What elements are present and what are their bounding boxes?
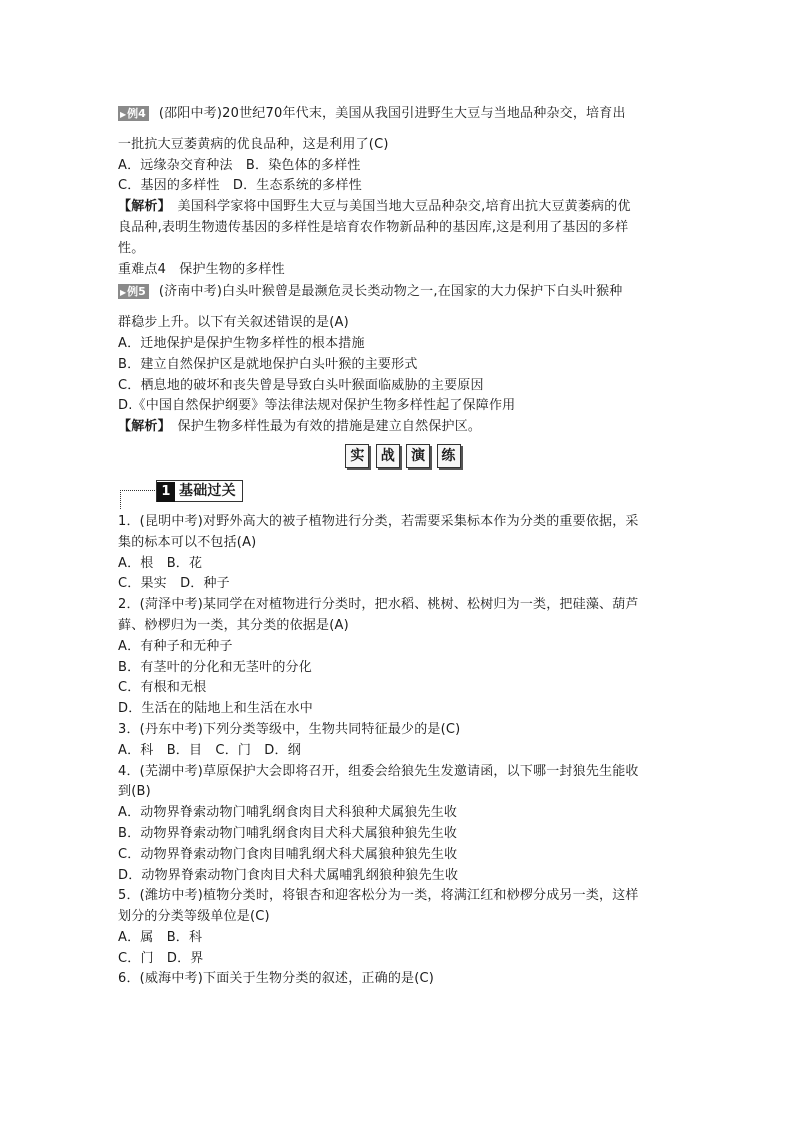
question-option: C．动物界脊索动物门食肉目哺乳纲犬科犬属狼种狼先生收: [118, 846, 458, 862]
question-stem: 划分的分类等级单位是(C): [118, 909, 270, 925]
example-4-analysis-1: [118, 197, 688, 218]
example-4-analysis-2: 良品种,表明生物遗传基因的多样性是培育农作物新品种的基因库,这是利用了基因的多样: [118, 219, 629, 235]
dotted-bracket: [120, 490, 157, 509]
example-4-analysis-text-1: 美国科学家将中国野生大豆与美国当地大豆品种杂交,培育出抗大豆黄萎病的优: [164, 199, 631, 215]
question-option: D．生活在的陆地上和生活在水中: [118, 701, 314, 717]
question-stem: 藓、桫椤归为一类，其分类的依据是(A): [118, 617, 349, 633]
question-stem: 1．(昆明中考)对野外高大的被子植物进行分类，若需要采集标本作为分类的重要依据，采: [118, 513, 639, 529]
question-stem: 2．(菏泽中考)某同学在对植物进行分类时，把水稻、桃树、松树归为一类，把硅藻、葫芦: [118, 597, 639, 613]
example-4-analysis-3: 性。: [118, 240, 145, 256]
practice-title-char: 演: [406, 444, 430, 468]
question-option: C．有根和无根: [118, 680, 207, 696]
section-label: 基础过关: [179, 482, 236, 499]
question-option: A．有种子和无种子: [118, 638, 233, 654]
example-5-stem-1: (济南中考)白头叶猴曾是最濒危灵长类动物之一,在国家的大力保护下白头叶猴种: [158, 284, 623, 300]
example-5-option-a: A．迁地保护是保护生物多样性的根本措施: [118, 335, 365, 351]
play-icon: ▶: [120, 110, 127, 119]
question-1: [118, 512, 688, 595]
example-5-badge: [118, 284, 149, 299]
section-label-box: [156, 480, 243, 502]
example-4-options-ab: A．远缘杂交育种法 B．染色体的多样性: [118, 157, 361, 173]
key-point-heading: 重难点4 保护生物的多样性: [118, 261, 285, 277]
example-4-options-cd: C．基因的多样性 D．生态系统的多样性: [118, 178, 362, 194]
question-option: C．果实 D．种子: [118, 576, 230, 592]
practice-title-char: 实: [345, 444, 369, 468]
question-4: [118, 762, 688, 887]
question-option: A．属 B．科: [118, 929, 203, 945]
question-stem: 4．(芜湖中考)草原保护大会即将召开，组委会给狼先生发邀请函，以下哪一封狼先生能收: [118, 763, 639, 779]
example-4-stem-1: (邵阳中考)20世纪70年代末，美国从我国引进野生大豆与当地品种杂交，培育出: [158, 106, 626, 121]
question-option: D．动物界脊索动物门食肉目犬科犬属哺乳纲狼种狼先生收: [118, 867, 459, 883]
example-4-line-1: [118, 104, 688, 125]
question-2: [118, 595, 688, 720]
analysis-label: 【解析】: [118, 419, 165, 435]
example-5-option-c: C．栖息地的破坏和丧失曾是导致白头叶猴面临威胁的主要原因: [118, 377, 484, 393]
play-icon: ▶: [120, 288, 127, 298]
example-5-analysis-text: 保护生物多样性最为有效的措施是建立自然保护区。: [164, 419, 482, 435]
example-5-option-b: B．建立自然保护区是就地保护白头叶猴的主要形式: [118, 356, 418, 372]
example-4-badge-label: 例4: [127, 107, 146, 120]
analysis-label: 【解析】: [118, 199, 165, 215]
practice-title-char: 战: [376, 444, 400, 468]
question-option: A．根 B．花: [118, 555, 203, 571]
question-option: A．科 B．目 C．门 D．纲: [118, 742, 301, 758]
question-stem: 集的标本可以不包括(A): [118, 534, 257, 550]
question-option: B．有茎叶的分化和无茎叶的分化: [118, 659, 312, 675]
question-option: A．动物界脊索动物门哺乳纲食肉目犬科狼种犬属狼先生收: [118, 805, 458, 821]
question-stem: 5．(潍坊中考)植物分类时，将银杏和迎客松分为一类，将满江红和桫椤分成另一类，这样: [118, 888, 639, 904]
document-page: [118, 104, 688, 990]
section-number: 1: [157, 482, 175, 502]
question-stem: 6．(威海中考)下面关于生物分类的叙述，正确的是(C): [118, 971, 435, 987]
example-5-line-1: [118, 282, 688, 303]
question-stem: 3．(丹东中考)下列分类等级中，生物共同特征最少的是(C): [118, 721, 461, 737]
question-option: B．动物界脊索动物门哺乳纲食肉目犬科犬属狼种狼先生收: [118, 825, 458, 841]
question-5: [118, 886, 688, 969]
section-header: [118, 480, 688, 506]
example-5-badge-label: 例5: [127, 285, 146, 299]
question-option: C．门 D．界: [118, 950, 204, 966]
example-4-badge: [118, 106, 149, 121]
practice-title-char: 练: [437, 444, 461, 468]
practice-title: [118, 444, 688, 468]
question-stem: 到(B): [118, 784, 151, 800]
example-4-stem-2: 一批抗大豆萎黄病的优良品种，这是利用了(C): [118, 136, 389, 152]
example-5-option-d: D.《中国自然保护纲要》等法律法规对保护生物多样性起了保障作用: [118, 398, 516, 414]
example-5-analysis: [118, 417, 688, 438]
question-3: [118, 720, 688, 762]
example-5-stem-2: 群稳步上升。以下有关叙述错误的是(A): [118, 315, 349, 331]
question-6: [118, 969, 688, 990]
